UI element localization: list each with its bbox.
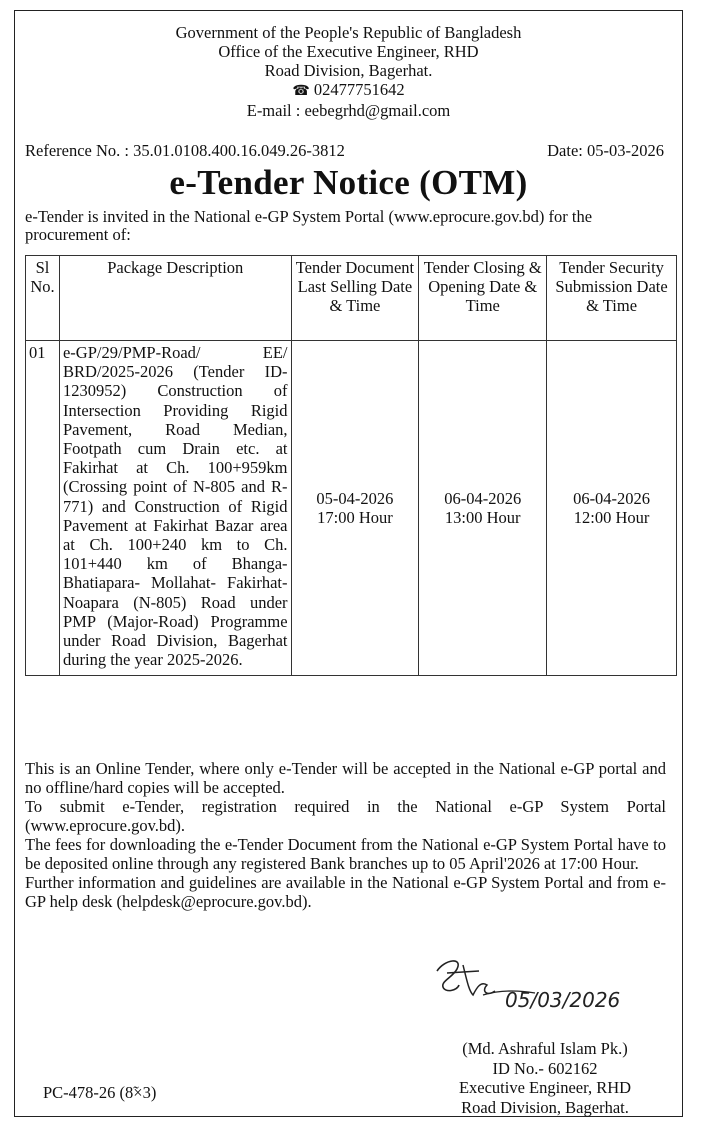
table-row: [26, 341, 677, 676]
security-time: 12:00 Hour: [573, 508, 650, 528]
signer-name: (Md. Ashraful Islam Pk.): [462, 1039, 628, 1058]
handwritten-signature: [423, 951, 633, 1021]
telephone-icon: ☎: [292, 84, 310, 99]
tender-table: [25, 255, 677, 676]
signer-block: [415, 1039, 675, 1117]
closing-time: 13:00 Hour: [444, 508, 521, 528]
signer-id: ID No.- 602162: [492, 1058, 598, 1078]
office-header: [15, 23, 682, 120]
col-header-selling: Tender Document Last Selling Date & Time: [291, 256, 419, 341]
office-line: Office of the Executive Engineer, RHD: [218, 42, 479, 61]
cell-closing: [419, 341, 547, 676]
signer-office: Road Division, Bagerhat.: [461, 1097, 629, 1117]
note-item: This is an Online Tender, where only e-Tender will be accepted in the National e-GP portal and no offline/hard copies will be accepted.: [25, 759, 666, 797]
phone-line: [15, 80, 682, 101]
selling-date: 05-04-2026: [316, 489, 394, 509]
col-header-sl: Sl No.: [26, 256, 60, 341]
closing-date: 06-04-2026: [444, 489, 522, 509]
notice-page: [14, 10, 683, 1117]
table-header-row: [26, 256, 677, 341]
security-date: 06-04-2026: [573, 489, 651, 509]
cell-description: e-GP/29/PMP-Road/ EE/ BRD/2025-2026 (Tender ID- 1230952) Construction of Intersection Providing Rigid Pavement, Road Median, Footpath cum Drain etc. at Fakirhat at Ch. 100+959km (Crossing point of N-805 and R-771) and Construction of Rigid Pavement at Fakirhat Bazar area at Ch. 100+240 km to Ch. 101+440 km of Bhanga- Bhatiapara- Mollahat- Fakirhat- Noapara (N-805) Road under PMP (Major-Road) Programme under Road Division, Bagerhat during the year 2025-2026.: [59, 341, 291, 676]
note-item: Further information and guidelines are available in the National e-GP System Portal and from e-GP help desk (helpdesk@eprocure.gov.bd).: [25, 873, 666, 911]
signature-date: 05/03/2026: [505, 988, 621, 1012]
col-header-package: Package Description: [59, 256, 291, 341]
reference-row: [25, 141, 664, 161]
reference-number: Reference No. : 35.01.0108.400.16.049.26-3812: [25, 141, 345, 160]
division-line: Road Division, Bagerhat.: [264, 61, 433, 80]
note-item: To submit e-Tender, registration required in the National e-GP System Portal (www.eprocure.gov.bd).: [25, 797, 666, 835]
phone-number: 02477751642: [313, 80, 405, 99]
notice-date: Date: 05-03-2026: [547, 141, 664, 160]
intro-text: e-Tender is invited in the National e-GP System Portal (www.eprocure.gov.bd) for the procurement of:: [25, 207, 593, 244]
cell-security: [547, 341, 677, 676]
cell-sl: 01: [26, 341, 60, 676]
cell-selling: [291, 341, 419, 676]
notes-section: [25, 759, 666, 911]
page-title: e-Tender Notice (OTM): [169, 163, 528, 202]
selling-time: 17:00 Hour: [317, 508, 393, 528]
email-line: E-mail : eebegrhd@gmail.com: [246, 101, 451, 120]
col-header-closing: Tender Closing & Opening Date & Time: [419, 256, 547, 341]
note-item: The fees for downloading the e-Tender Document from the National e-GP System Portal have to be deposited online through any registered Bank branches up to 05 April'2026 at 17:00 Hour.: [25, 835, 666, 873]
col-header-security: Tender Security Submission Date & Time: [547, 256, 677, 341]
govt-line: Government of the People's Republic of Bangladesh: [175, 23, 522, 42]
signer-designation: Executive Engineer, RHD: [458, 1078, 632, 1097]
pc-code: PC-478-26 (8̃×3): [43, 1083, 157, 1102]
